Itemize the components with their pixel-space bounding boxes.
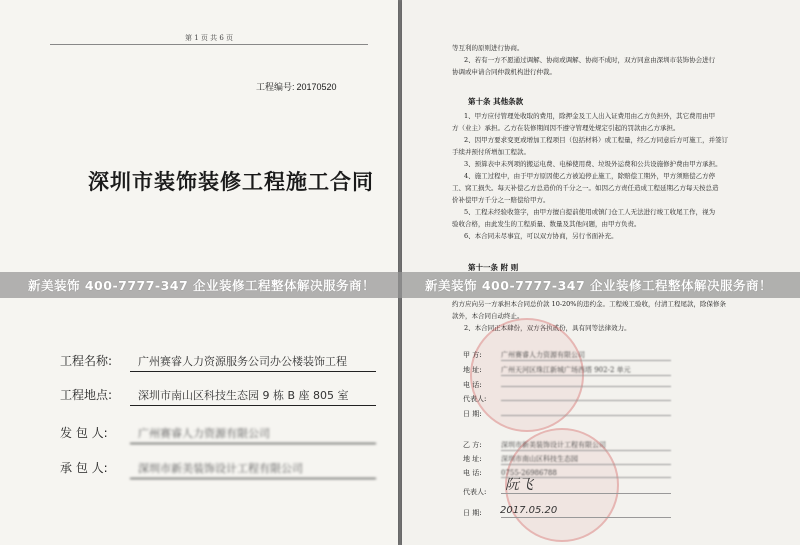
text-line: 2、本合同正本肆份，双方各执贰份，具有同等法律效力。 <box>464 324 631 332</box>
sig-label: 日 期: <box>463 410 482 418</box>
sig-party-b-address <box>463 454 671 465</box>
text-line: 2、因甲方要求变更或增加工程项目（包括材料）或工程量，经乙方同意后方可施工，并签订 <box>464 136 729 144</box>
article-10-heading: 第十条 其他条款 <box>468 97 524 106</box>
field-label: 发 包 人: <box>60 426 108 440</box>
text-line: 4、施工过程中，由于甲方原因使乙方被迫停止施工，除赔偿工期外，甲方须赔偿乙方停 <box>464 172 716 180</box>
article-10-body <box>452 110 782 242</box>
text-line: 验收合格，由此发生的工程质量、数量及其他问题，由甲方负责。 <box>452 220 641 228</box>
sig-party-a-address <box>463 365 671 376</box>
sig-label: 乙 方: <box>463 441 482 449</box>
field-value: 广州赛睿人力资源服务公司办公楼装饰工程 <box>130 353 376 372</box>
text-line: 约方应向另一方承担本合同总价款 10-20%的违约金。工程竣工验收，付清工程尾款，除保修条 <box>452 300 726 308</box>
field-contractor <box>60 459 376 479</box>
field-value: 深圳市南山区科技生态园 9 栋 B 座 805 室 <box>130 387 376 406</box>
field-label: 承 包 人: <box>60 461 108 475</box>
sig-party-b-rep <box>463 487 671 497</box>
sig-party-a-rep <box>463 394 671 404</box>
watermark-text: 新美装饰 400-7777-347 企业装修工程整体解决服务商！ <box>425 278 773 293</box>
sig-value <box>501 415 671 416</box>
sig-value: 深圳市新美装饰设计工程有限公司 <box>501 440 671 451</box>
field-label: 工程地点: <box>60 388 113 402</box>
sig-party-b-phone <box>463 468 671 478</box>
sig-label: 代表人: <box>463 395 487 403</box>
text-line: 6、本合同未尽事宜，可以双方协商，另行书面补充。 <box>464 232 618 240</box>
watermark-text: 新美装饰 400-7777-347 企业装修工程整体解决服务商！ <box>28 278 376 293</box>
field-employer <box>60 424 376 444</box>
sig-label: 电 话: <box>463 469 482 477</box>
sig-label: 甲 方: <box>463 351 482 359</box>
document-title: 深圳市装饰装修工程施工合同 <box>88 170 374 194</box>
sig-value <box>501 386 671 387</box>
sig-party-a <box>463 350 671 361</box>
sig-label: 电 话: <box>463 381 482 389</box>
sig-value: 0755-26986788 <box>501 469 671 478</box>
header-divider <box>50 44 368 45</box>
handwritten-date: 2017.05.20 <box>500 505 558 516</box>
sig-party-a-date <box>463 409 671 419</box>
sig-label: 地 址: <box>463 455 482 463</box>
article-11-heading: 第十一条 附 则 <box>468 263 519 272</box>
text-line: 2、若有一方不愿通过调解、协商或调解、协商不成时，双方同意由深圳市装饰协会进行 <box>464 56 716 64</box>
text-line: 5、工程未经验收签字，由甲方擅自提前使用或镇门仓工人无法进行竣工收尾工作，视为 <box>464 208 716 216</box>
field-project-address <box>60 386 376 406</box>
text-line: 价补偿甲方千分之一赔偿给甲方。 <box>452 196 550 204</box>
sig-party-b <box>463 440 671 451</box>
text-line: 工、窝工损失。每天补偿乙方总造价的千分之一。如因乙方责任造成工程延期乙方每天按总造 <box>452 184 719 192</box>
text-line: 款外，本合同自动终止。 <box>452 312 524 320</box>
sig-value <box>501 400 671 401</box>
sig-value: 深圳市南山区科技生态园 <box>501 454 671 465</box>
sig-party-a-phone <box>463 380 671 390</box>
text-line: 3、预算表中未列项的搬运电费、电梯使用费、垃圾外运费和公共设施修护费由甲方承担。 <box>464 160 722 168</box>
sig-label: 代表人: <box>463 488 487 496</box>
handwritten-signature: 阮飞 <box>505 477 533 493</box>
field-project-name <box>60 352 376 372</box>
field-value: 广州赛睿人力资源有限公司 <box>130 425 376 444</box>
contract-number-label: 工程编号: <box>256 82 295 92</box>
field-value: 深圳市新美装饰设计工程有限公司 <box>130 460 376 479</box>
text-line: 1、甲方应付管理处收取的费用，除押金及工人出入证费用由乙方负担外，其它费用由甲 <box>464 112 716 120</box>
text-line: 手续并预付所增加工程款。 <box>452 148 530 156</box>
intro-paragraph <box>452 42 782 78</box>
page-indicator: 第 1 页 共 6 页 <box>185 34 234 42</box>
sig-value: 广州赛睿人力资源有限公司 <box>501 350 671 361</box>
contract-number <box>256 80 337 93</box>
sig-label: 地 址: <box>463 366 482 374</box>
sig-value: 广州天河区珠江新城广场西塔 902-2 单元 <box>501 365 671 376</box>
text-line: 协调或申请合同仲裁机构进行仲裁。 <box>452 68 556 76</box>
watermark-banner <box>0 272 800 298</box>
field-label: 工程名称: <box>60 354 113 368</box>
contract-number-value: 20170520 <box>296 82 337 92</box>
sig-party-b-date <box>463 508 671 518</box>
text-line: 等互利的原则进行协商。 <box>452 44 524 52</box>
sig-label: 日 期: <box>463 509 482 517</box>
text-line: 方（业主）承担。乙方在装修期间因不遵守管理处规定引起的罚款由乙方承担。 <box>452 124 680 132</box>
